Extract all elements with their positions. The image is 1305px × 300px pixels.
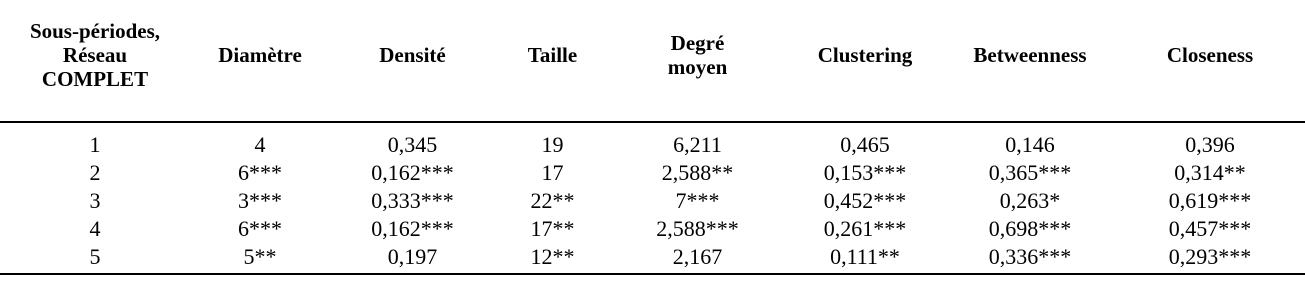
header-degre-moyen (610, 0, 785, 122)
table-cell: 0,314** (1174, 160, 1246, 185)
table-cell: 4 (89, 216, 101, 241)
table-cell: 2 (89, 160, 101, 185)
header-line: COMPLET (41, 67, 149, 91)
table-row (0, 243, 1305, 274)
table-cell: 7*** (675, 188, 720, 213)
header-row (0, 0, 1305, 122)
table-cell: 1 (89, 132, 101, 157)
table-cell: 0,263* (999, 188, 1061, 213)
table-cell: 6*** (238, 216, 282, 241)
table-cell: 3 (89, 188, 101, 213)
table-cell: 0,336*** (945, 243, 1115, 274)
table-cell: 2,588** (661, 160, 734, 185)
table-cell: 17 (541, 160, 564, 185)
header-line: Clustering (817, 43, 913, 67)
table-cell: 12** (495, 243, 610, 274)
table-cell: 0,698*** (988, 216, 1072, 241)
header-line: Réseau (62, 43, 128, 67)
header-line: Closeness (1166, 43, 1254, 67)
table-cell: 0,333*** (371, 188, 454, 213)
header-line: Densité (379, 43, 446, 67)
table-cell: 5** (190, 243, 330, 274)
table-row (0, 215, 1305, 243)
table-cell: 0,619*** (1168, 188, 1252, 213)
header-clustering (785, 0, 945, 122)
header-betweenness (945, 0, 1115, 122)
table-cell: 0,261*** (823, 216, 907, 241)
table-cell: 5 (0, 243, 190, 274)
table-cell: 0,345 (387, 132, 438, 157)
header-densite (330, 0, 495, 122)
header-diametre (190, 0, 330, 122)
header-line: Degré (670, 31, 725, 55)
header-line: Betweenness (973, 43, 1087, 67)
header-closeness (1115, 0, 1305, 122)
table-row (0, 187, 1305, 215)
table-cell: 17** (530, 216, 575, 241)
table-cell: 0,146 (1005, 132, 1055, 157)
table-cell: 22** (530, 188, 575, 213)
table-cell: 19 (541, 132, 564, 157)
table-cell: 2,588*** (656, 216, 739, 241)
table-cell: 0,293*** (1115, 243, 1305, 274)
header-subperiods (0, 0, 190, 122)
table-cell: 0,197 (330, 243, 495, 274)
table-cell: 0,111** (785, 243, 945, 274)
table-cell: 0,396 (1185, 132, 1235, 157)
table-cell: 0,153*** (823, 160, 907, 185)
header-line: Sous-périodes, (29, 19, 161, 43)
table-cell: 0,465 (840, 132, 890, 157)
table-cell: 0,365*** (988, 160, 1072, 185)
table-row (0, 122, 1305, 159)
header-line: Taille (527, 43, 578, 67)
table-row (0, 159, 1305, 187)
header-line: Diamètre (218, 43, 302, 67)
table-cell: 0,162*** (371, 216, 454, 241)
table-cell: 2,167 (610, 243, 785, 274)
table-cell: 6*** (238, 160, 282, 185)
table-cell: 3*** (238, 188, 282, 213)
table-cell: 0,162*** (371, 160, 454, 185)
header-taille (495, 0, 610, 122)
header-line: moyen (667, 55, 728, 79)
table-cell: 0,452*** (823, 188, 907, 213)
table-cell: 0,457*** (1168, 216, 1252, 241)
table-cell: 6,211 (673, 132, 722, 157)
table-cell: 4 (254, 132, 266, 157)
